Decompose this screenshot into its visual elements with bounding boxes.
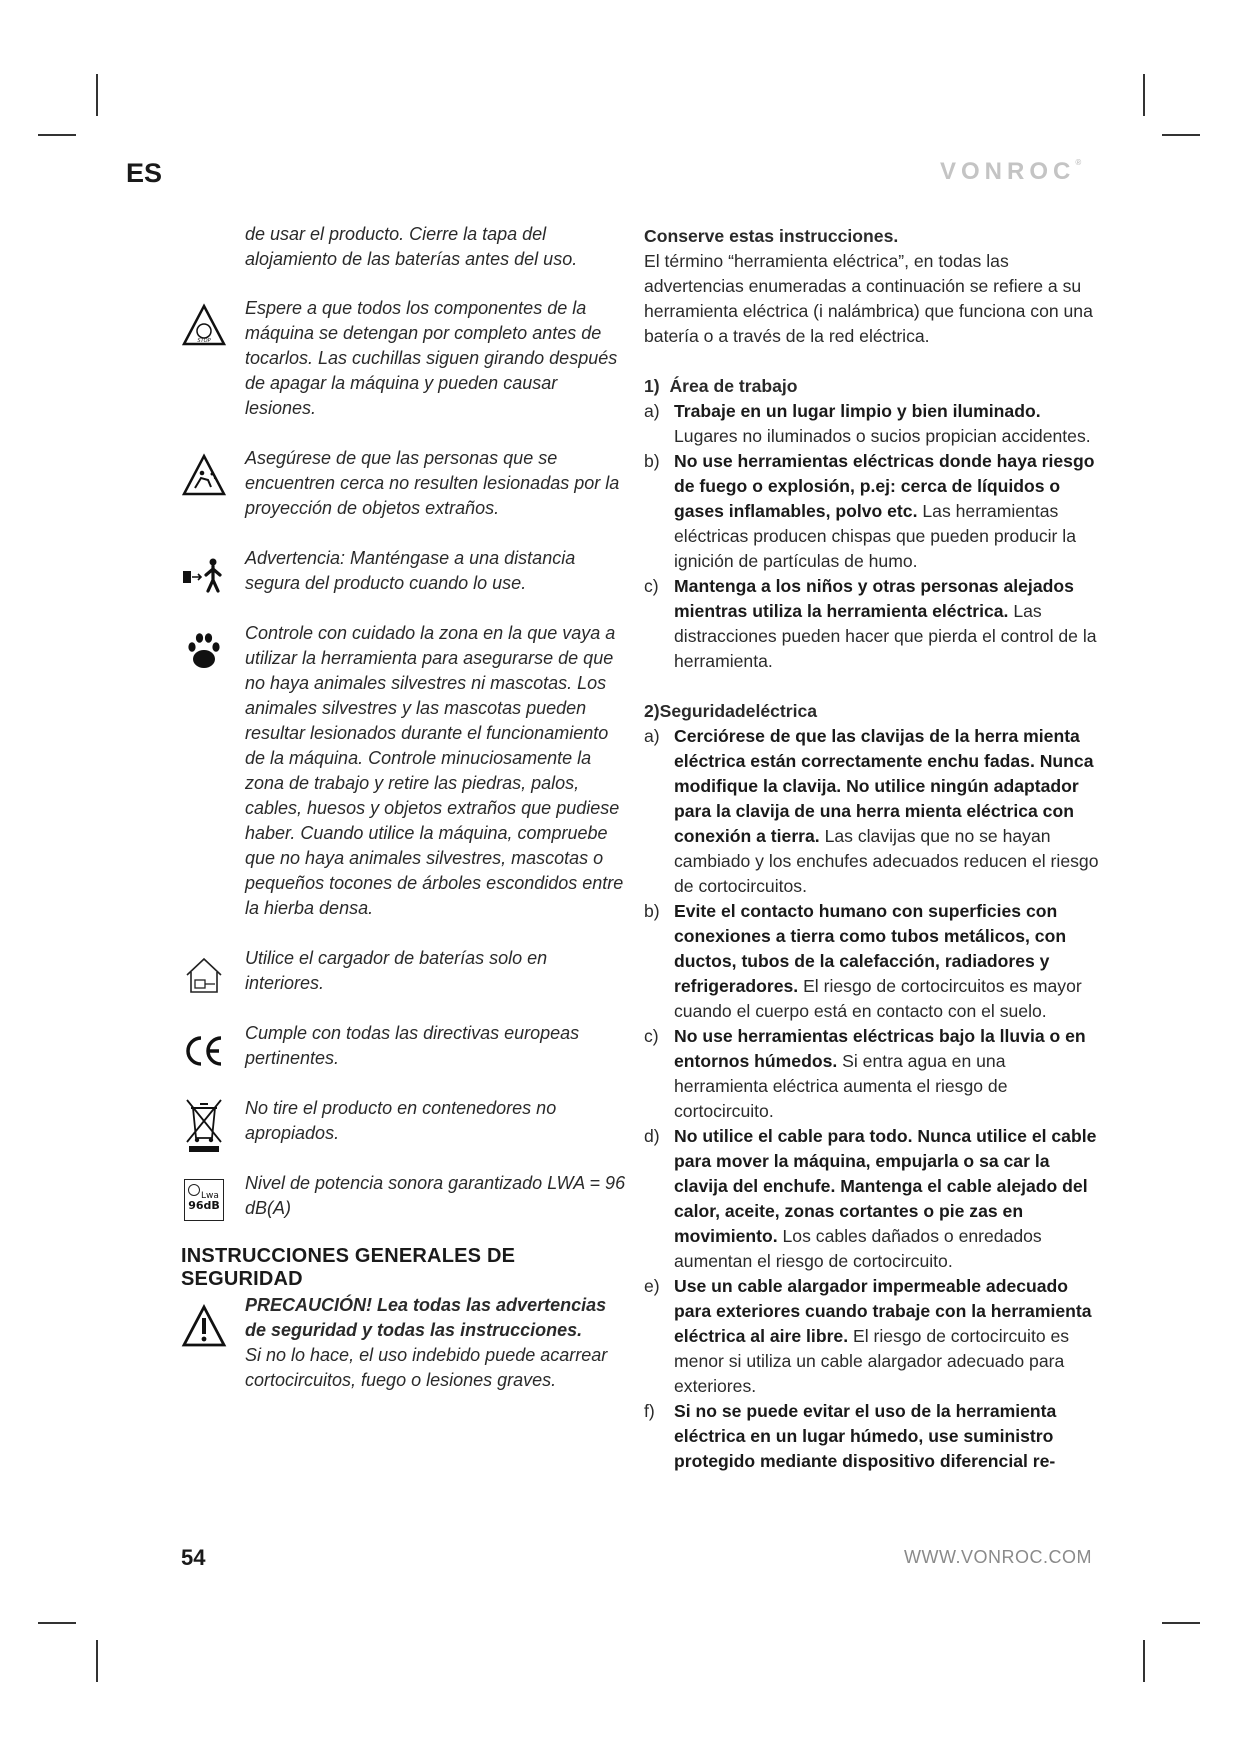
- caution-bold-text: PRECAUCIÓN! Lea todas las advertencias de seguridad y todas las instrucciones.: [245, 1295, 607, 1340]
- list-item: d) No utilice el cable para todo. Nunca utilice el cable para mover la máquina, empujarla o sa car la clavija del enchufe. Mantenga el cable alejado del calor, aceite, zonas cortantes o pie zas en movimiento. Los cables dañados o enredados aumentan el riesgo de cortocircuito.: [644, 1126, 1097, 1271]
- paw-icon: [181, 627, 227, 673]
- symbol-row: [181, 946, 631, 996]
- general-safety-heading: INSTRUCCIONES GENERALES DE SEGURIDAD: [181, 1245, 516, 1290]
- svg-text:STOP: STOP: [197, 338, 211, 344]
- list-item: a) Trabaje en un lugar limpio y bien iluminado. Lugares no iluminados o sucios propician accidentes.: [644, 401, 1091, 446]
- brand-name: VONROC: [940, 158, 1076, 185]
- symbol-row: [181, 1171, 631, 1221]
- section-heading-electrical-safety: 2)Seguridadeléctrica: [644, 701, 818, 721]
- stop-warning-icon: [181, 302, 227, 348]
- ce-mark-icon: [181, 1027, 227, 1073]
- crop-mark: [38, 134, 76, 136]
- symbol-text: No tire el producto en contenedores no apropiados.: [245, 1098, 557, 1143]
- symbol-text: Controle con cuidado la zona en la que vaya a utilizar la herramienta para asegurarse de que no haya animales silvestres ni mascotas. Los animales silvestres y las mascotas pueden resultar lesionados durante el funcionamiento de la máquina. Controle minuciosamente la zona de trabajo y retire las piedras, palos, cables, huesos y objetos extraños que pudiese haber. Cuando utilice la máquina, compruebe que no haya animales silvestres, mascotas o pequeños tocones de árboles escondidos entre la hierba densa.: [245, 623, 624, 918]
- symbol-row: [181, 1021, 631, 1071]
- right-column: [644, 224, 1099, 1474]
- symbol-text: Nivel de potencia sonora garantizado LWA = 96 dB(A): [245, 1173, 626, 1218]
- indoor-use-icon: [181, 952, 227, 998]
- symbol-text: Advertencia: Manténgase a una distancia segura del producto cuando lo use.: [245, 548, 576, 593]
- caution-block: [181, 1293, 631, 1393]
- symbol-row: [181, 1096, 631, 1146]
- symbol-row: [181, 546, 631, 596]
- caution-text: Si no lo hace, el uso indebido puede acarrear cortocircuitos, fuego o lesiones graves.: [245, 1345, 608, 1390]
- sound-power-icon: [181, 1177, 227, 1223]
- list-item: a) Cerciórese de que las clavijas de la herra mienta eléctrica están correctamente enchu fadas. Nunca modifique la clavija. No utilice ningún adaptador para la clavija de una herra mienta eléctrica con conexión a tierra. Las clavijas que no se hayan cambiado y los enchufes adecuados reducen el riesgo de cortocircuitos.: [644, 726, 1099, 896]
- intro-paragraph: El término “herramienta eléctrica”, en todas las advertencias enumeradas a continuación se refiere a su herramienta eléctrica (i nalámbrica) que funciona con una batería o a través de la red eléctrica.: [644, 251, 1093, 346]
- symbol-text: Asegúrese de que las personas que se encuentren cerca no resulten lesionadas por la proyección de objetos extraños.: [245, 448, 620, 518]
- lwa-label: Lwa: [201, 1191, 219, 1201]
- list-item: b) No use herramientas eléctricas donde haya riesgo de fuego o explosión, p.ej: cerca de líquidos o gases inflamables, polvo etc. Las herramientas eléctricas producen chispas que pueden producir la ignición de partículas de humo.: [644, 451, 1095, 571]
- symbol-row: [181, 446, 631, 521]
- db-label: 96dB: [188, 1199, 220, 1212]
- left-column: [181, 222, 631, 1393]
- crop-mark: [96, 74, 98, 116]
- crop-mark: [1162, 134, 1200, 136]
- website-link[interactable]: WWW.VONROC.COM: [904, 1547, 1092, 1567]
- list-item: e) Use un cable alargador impermeable adecuado para exteriores cuando trabaje con la herramienta eléctrica al aire libre. El riesgo de cortocircuito es menor si utiliza un cable alargador adecuado para exteriores.: [644, 1276, 1092, 1396]
- symbol-text: Cumple con todas las directivas europeas pertinentes.: [245, 1023, 580, 1068]
- thrown-objects-warning-icon: [181, 452, 227, 498]
- crop-mark: [1143, 74, 1145, 116]
- crop-mark: [1143, 1640, 1145, 1682]
- symbol-row: [181, 621, 631, 921]
- language-code: ES: [126, 158, 163, 188]
- crop-mark: [96, 1640, 98, 1682]
- general-warning-icon: [181, 1303, 227, 1349]
- list-item: b) Evite el contacto humano con superficies con conexiones a tierra como tubos metálicos, con ductos, tubos de la calefacción, radiadores y refrigeradores. El riesgo de cortocircuitos es mayor cuando el cuerpo está en contacto con el suelo.: [644, 901, 1082, 1021]
- section-heading-work-area: 1) Área de trabajo: [644, 376, 798, 396]
- list-item: c) No use herramientas eléctricas bajo la lluvia o en entornos húmedos. Si entra agua en una herramienta eléctrica aumenta el riesgo de cortocircuito.: [644, 1026, 1086, 1121]
- keep-instructions-heading: Conserve estas instrucciones.: [644, 226, 899, 246]
- symbol-text: Utilice el cargador de baterías solo en interiores.: [245, 948, 548, 993]
- page-number: 54: [181, 1545, 206, 1570]
- intro-continuation: de usar el producto. Cierre la tapa del alojamiento de las baterías antes del uso.: [245, 224, 578, 269]
- symbol-row: [181, 296, 631, 421]
- list-item: f) Si no se puede evitar el uso de la herramienta eléctrica en un lugar húmedo, use suministro protegido mediante dispositivo diferencial re-: [644, 1401, 1057, 1471]
- crop-mark: [1162, 1622, 1200, 1624]
- brand-mark: ®: [1075, 158, 1082, 167]
- safe-distance-icon: [181, 552, 227, 598]
- crossed-bin-icon: [181, 1096, 227, 1154]
- crop-mark: [38, 1622, 76, 1624]
- list-item: c) Mantenga a los niños y otras personas alejados mientras utiliza la herramienta eléctrica. Las distracciones pueden hacer que pierda el control de la herramienta.: [644, 576, 1097, 671]
- brand-logo: [940, 158, 1081, 186]
- symbol-text: Espere a que todos los componentes de la máquina se detengan por completo antes de tocarlos. Las cuchillas siguen girando después de apagar la máquina y pueden causar lesiones.: [245, 298, 618, 418]
